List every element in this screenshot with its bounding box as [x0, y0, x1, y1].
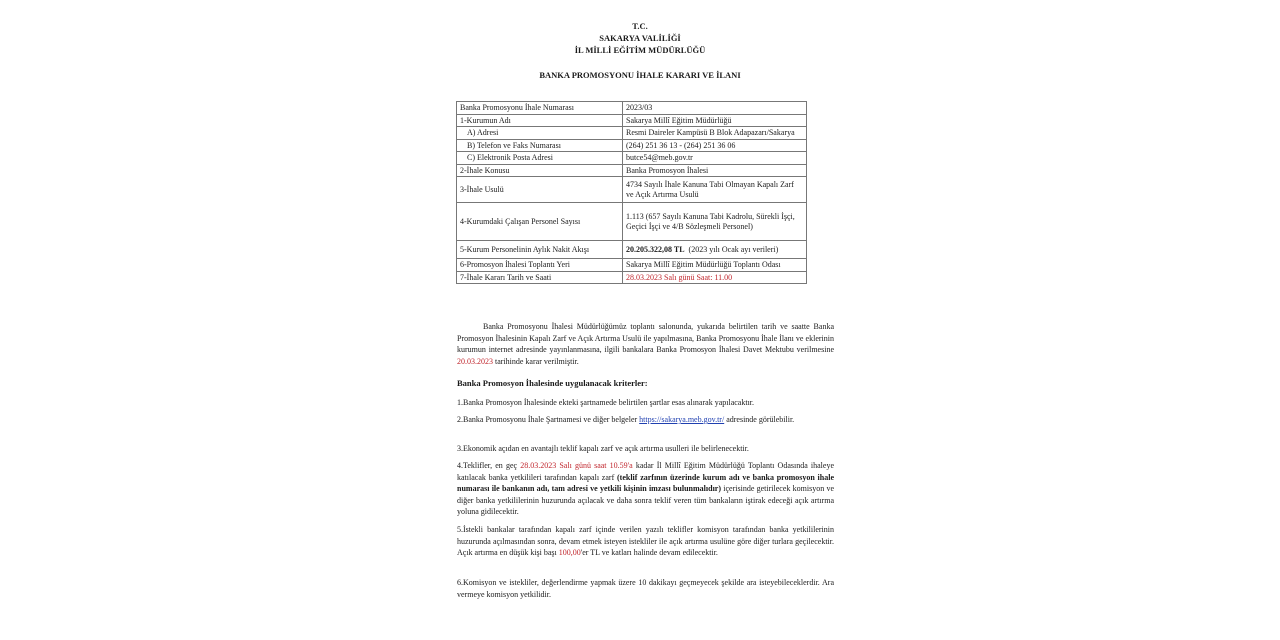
table-key: 6-Promosyon İhalesi Toplantı Yeri	[457, 259, 623, 272]
criterion-4	[457, 460, 834, 518]
intro-paragraph	[457, 321, 834, 367]
header-mudurluk: İL MİLLİ EĞİTİM MÜDÜRLÜĞÜ	[574, 45, 706, 55]
table-value	[623, 241, 807, 259]
criterion-5	[457, 524, 834, 559]
intro-text: Banka Promosyonu İhalesi Müdürlüğümüz toplantı salonunda, yukarıda belirtilen tarih ve saatte Banka Promosyon İhalesinin Kapalı Zarf ve Açık Artırma Usulü ile yapılmasına, Banka Promosyonu İhale İlanı ve eklerinin kurumun internet adresinde yayınlanmasına, ilgili bankalara Banka Promosyon İhalesi Davet Mektubu verilmesine	[457, 322, 834, 354]
table-key: B) Telefon ve Faks Numarası	[457, 139, 623, 152]
table-value: 28.03.2023 Salı günü Saat: 11.00	[623, 271, 807, 284]
criterion-4-deadline: 28.03.2023 Salı günü saat 10.59'a	[520, 461, 633, 470]
table-value: 1.113 (657 Sayılı Kanuna Tabi Kadrolu, Sürekli İşçi, Geçici İşçi ve 4/B Sözleşmeli Personel)	[623, 203, 807, 241]
table-value: 4734 Sayılı İhale Kanuna Tabi Olmayan Kapalı Zarf ve Açık Artırma Usulü	[623, 177, 807, 203]
table-row	[457, 152, 807, 165]
criterion-4-text-end: içerisinde getirilecek komisyon ve diğer banka yetkililerinin huzurunda açılacak ve daha sonra teklif veren tüm bankaların iştirak edeceği açık artırma yoluna gidilecektir.	[457, 484, 834, 516]
table-row	[457, 241, 807, 259]
table-value: Sakarya Millî Eğitim Müdürlüğü Toplantı Odası	[623, 259, 807, 272]
table-value: (264) 251 36 13 - (264) 251 36 06	[623, 139, 807, 152]
criterion-5-text-end: 'er TL ve katları halinde devam edilecektir.	[580, 548, 718, 557]
table-row	[457, 271, 807, 284]
table-key: 4-Kurumdaki Çalışan Personel Sayısı	[457, 203, 623, 241]
criterion-3: 3.Ekonomik açıdan en avantajlı teklif kapalı zarf ve açık artırma usulleri ile belirlenecektir.	[457, 444, 749, 453]
intro-date: 20.03.2023	[457, 356, 493, 366]
criterion-5-amount: 100,00	[558, 548, 581, 557]
table-key: 5-Kurum Personelinin Aylık Nakit Akışı	[457, 241, 623, 259]
table-value: 2023/03	[623, 102, 807, 115]
table-row	[457, 127, 807, 140]
table-key: 7-İhale Kararı Tarih ve Saati	[457, 271, 623, 284]
table-row	[457, 177, 807, 203]
table-key: A) Adresi	[457, 127, 623, 140]
criterion-2	[457, 414, 834, 426]
criterion-4-envelope-note: (teklif zarfının üzerinde kurum adı ve banka promosyon ihale numarası ile bankanın adı, tam adresi ve yetkili kişinin imzası bulunmalıdır)	[457, 472, 834, 493]
table-row	[457, 114, 807, 127]
table-key: Banka Promosyonu İhale Numarası	[457, 102, 623, 115]
criterion-5-text: 5.İstekli bankalar tarafından kapalı zarf içinde verilen yazılı teklifler komisyon tarafından banka yetkililerinin huzurunda açılmasından sonra, devam etmek isteyen istekliler ile açık artırma usulüne göre diğer turlara geçilecektir. Açık artırma en düşük kişi başı	[457, 525, 834, 557]
table-key: 1-Kurumun Adı	[457, 114, 623, 127]
document-title: BANKA PROMOSYONU İHALE KARARI VE İLANI	[539, 70, 741, 80]
table-row	[457, 259, 807, 272]
table-key: C) Elektronik Posta Adresi	[457, 152, 623, 165]
criteria-title: Banka Promosyon İhalesinde uygulanacak kriterler:	[457, 378, 648, 388]
criterion-4-text-mid: kadar İl Millî Eğitim Müdürlüğü Toplantı Odasında ihaleye katılacak banka yetkilileri tarafından kapalı zarf	[457, 461, 834, 482]
table-row	[457, 139, 807, 152]
info-table	[456, 101, 807, 284]
criterion-2-text-end: adresinde görülebilir.	[724, 415, 795, 424]
table-value: Resmi Daireler Kampüsü B Blok Adapazarı/Sakarya	[623, 127, 807, 140]
table-row	[457, 164, 807, 177]
criterion-6: 6.Komisyon ve istekliler, değerlendirme yapmak üzere 10 dakikayı geçmeyecek şekilde ara isteyebileceklerdir. Ara vermeye komisyon yetkilidir.	[457, 578, 834, 599]
table-row	[457, 102, 807, 115]
header-valilik: SAKARYA VALİLİĞİ	[599, 33, 681, 43]
document-page	[440, 0, 840, 640]
header-tc: T.C.	[632, 21, 648, 31]
table-value: Sakarya Millî Eğitim Müdürlüğü	[623, 114, 807, 127]
cash-flow-note: (2023 yılı Ocak ayı verileri)	[684, 244, 779, 254]
meb-website-link[interactable]: https://sakarya.meb.gov.tr/	[639, 415, 725, 424]
table-row	[457, 203, 807, 241]
intro-text-end: tarihinde karar verilmiştir.	[493, 356, 579, 366]
table-key: 3-İhale Usulü	[457, 177, 623, 203]
cash-flow-amount: 20.205.322,08 TL	[626, 244, 685, 254]
criterion-1: 1.Banka Promosyon İhalesinde ekteki şartnamede belirtilen şartlar esas alınarak yapılacaktır.	[457, 398, 755, 407]
table-key: 2-İhale Konusu	[457, 164, 623, 177]
criterion-4-text: 4.Teklifler, en geç	[457, 461, 521, 470]
table-value: butce54@meb.gov.tr	[623, 152, 807, 165]
criterion-2-text: 2.Banka Promosyonu İhale Şartnamesi ve diğer belgeler	[457, 415, 640, 424]
table-value: Banka Promosyon İhalesi	[623, 164, 807, 177]
